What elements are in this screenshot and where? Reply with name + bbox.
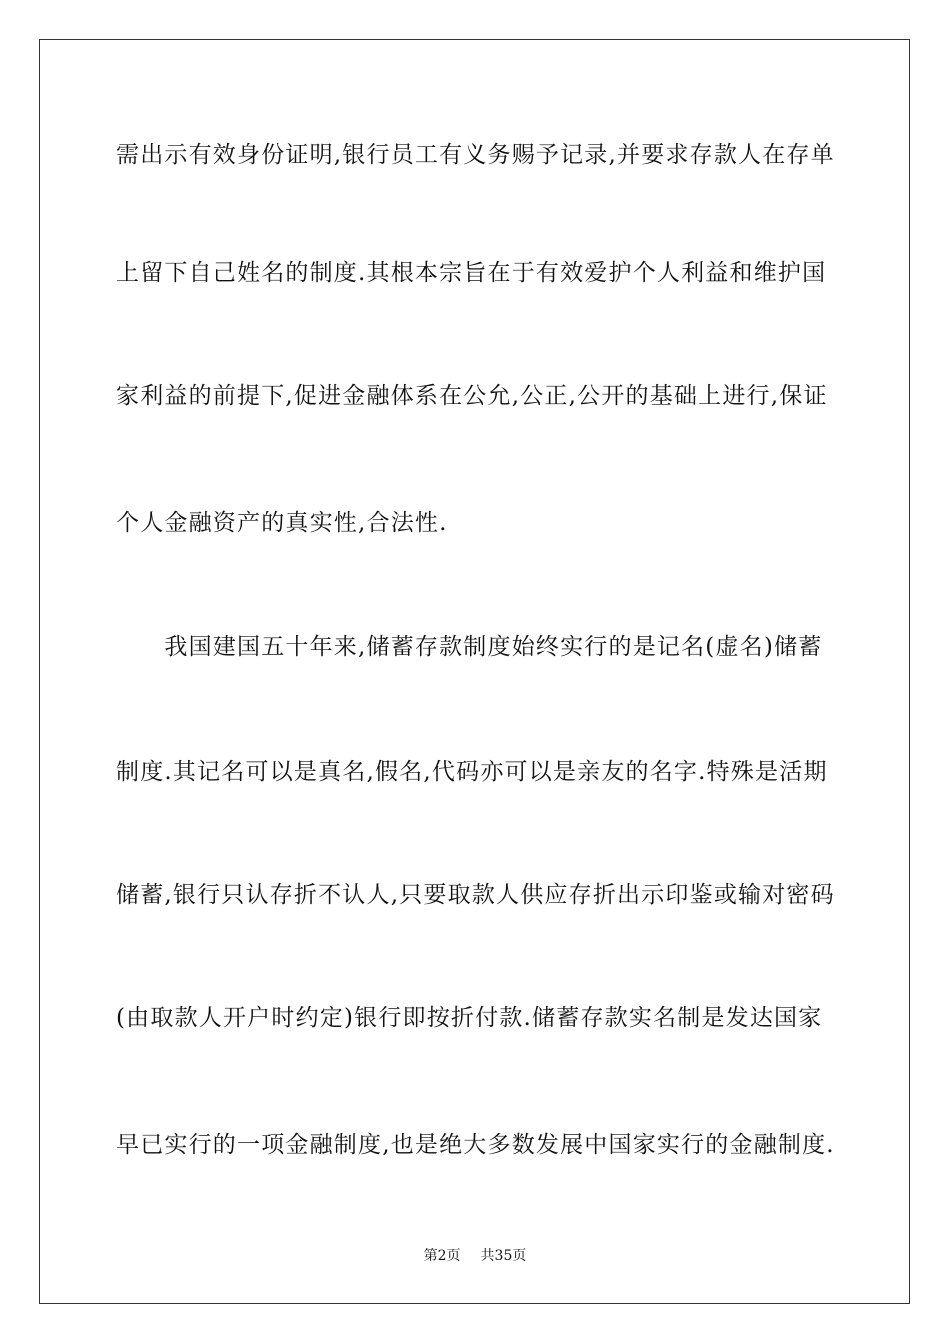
text-line: 个人金融资产的真实性,合法性. (116, 510, 448, 536)
text-line: 我国建国五十年来,储蓄存款制度始终实行的是记名(虚名)储蓄 (116, 634, 823, 660)
text-line: 制度.其记名可以是真名,假名,代码亦可以是亲友的名字.特殊是活期 (116, 759, 828, 785)
text-line: 早已实行的一项金融制度,也是绝大多数发展中国家实行的金融制度. (116, 1132, 835, 1158)
text-line: 上留下自己姓名的制度.其根本宗旨在于有效爱护个人利益和维护国 (116, 260, 827, 286)
page-border (39, 39, 910, 1304)
page-footer (0, 1246, 950, 1266)
page-total: 共35页 (480, 1248, 527, 1264)
text-line: 储蓄,银行只认存折不认人,只要取款人供应存折出示印鉴或输对密码 (116, 882, 835, 908)
text-line: 家利益的前提下,促进金融体系在公允,公正,公开的基础上进行,保证 (116, 383, 828, 409)
page-number: 第2页 (423, 1248, 461, 1264)
text-line: (由取款人开户时约定)银行即按折付款.储蓄存款实名制是发达国家 (116, 1005, 823, 1031)
text-line: 需出示有效身份证明,银行员工有义务赐予记录,并要求存款人在存单 (116, 142, 835, 168)
